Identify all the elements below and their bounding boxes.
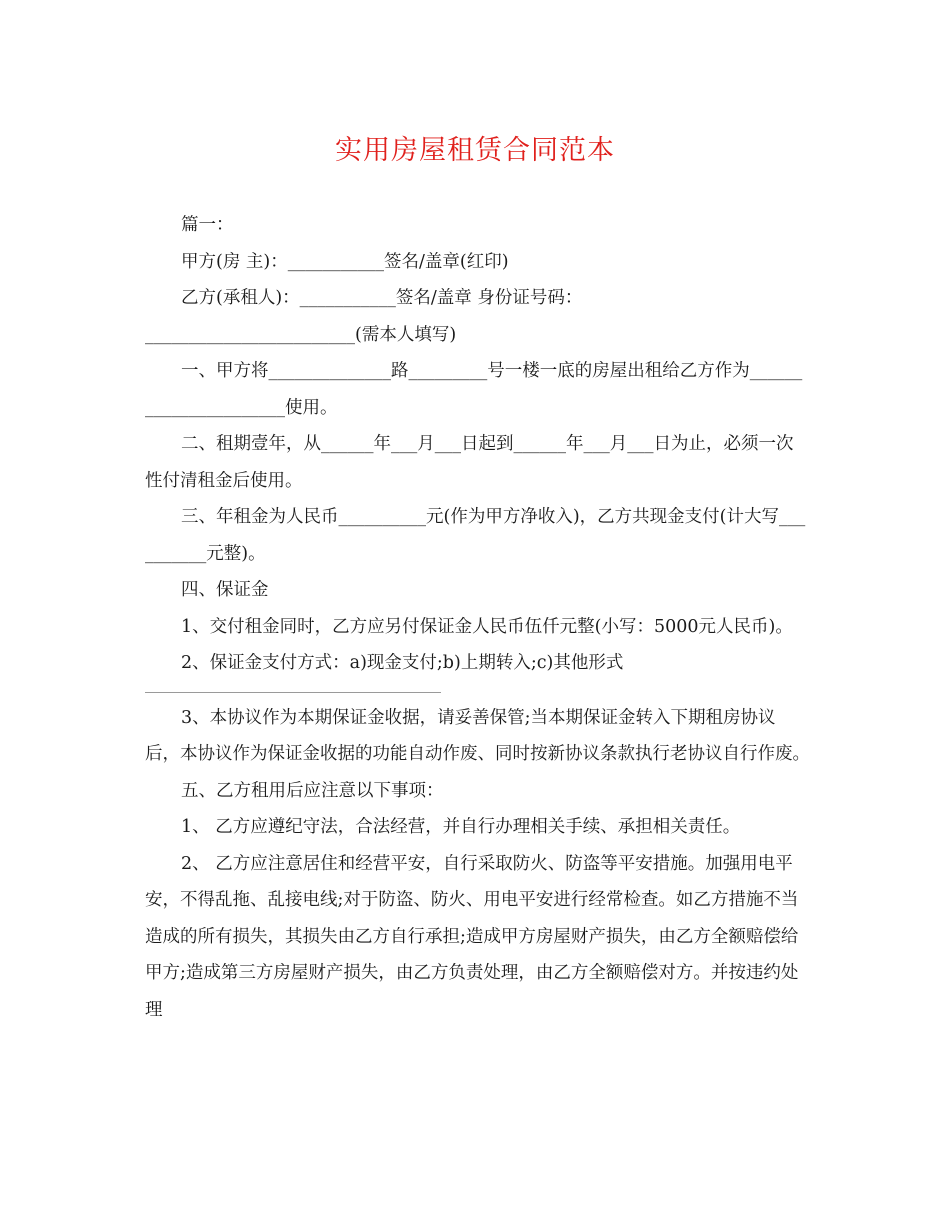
party-a-line: 甲方(房 主)：___________签名/盖章(红印) [181,251,509,272]
notice-item-1: 1、 乙方应遵纪守法，合法经营，并自行办理相关手续、承担相关责任。 [181,817,741,837]
clause-5-heading: 五、乙方租用后应注意以下事项： [181,780,444,801]
deposit-item-1: 1、交付租金同时，乙方应另付保证金人民币伍仟元整(小写：5000元人民币)。 [181,616,793,637]
clause-2-term: 二、租期壹年，从______年___月___日起到______年___月___日为止，必须一次性付清租金后使用。 [145,434,794,491]
clause-4-deposit-heading: 四、保证金 [181,580,269,600]
document-title: 实用房屋租赁合同范本 [335,135,615,166]
id-number-line: ________________________(需本人填写) [145,324,457,345]
underline-rule [145,692,441,693]
notice-item-2: 2、 乙方应注意居住和经营平安，自行采取防火、防盗等平安措施。加强用电平安，不得乱拖、乱接电线;对于防盗、防火、用电平安进行经常检查。如乙方措施不当造成的所有损失，其损失由乙方自行承担;造成甲方房屋财产损失，由乙方全额赔偿给甲方;造成第三方房屋财产损失，由乙方负责处理，由乙方全额赔偿对方。并按违约处理 [145,853,799,1020]
blank-underline [145,682,810,700]
section-heading-part-one: 篇一： [181,215,234,235]
document-body [145,207,810,1028]
deposit-item-3: 3、本协议作为本期保证金收据，请妥善保管;当本期保证金转入下期租房协议后，本协议作为保证金收据的功能自动作废、同时按新协议条款执行老协议自行作废。 [145,707,810,764]
deposit-item-2: 2、保证金支付方式：a)现金支付;b)上期转入;c)其他形式 [181,653,624,673]
clause-3-rent: 三、年租金为人民币__________元(作为甲方净收入)，乙方共现金支付(计大写__________元整)。 [145,507,806,564]
clause-1-premises: 一、甲方将______________路_________号一楼一底的房屋出租给乙方作为______________________使用。 [145,361,803,418]
party-b-line: 乙方(承租人)：___________签名/盖章 身份证号码： [181,288,583,308]
